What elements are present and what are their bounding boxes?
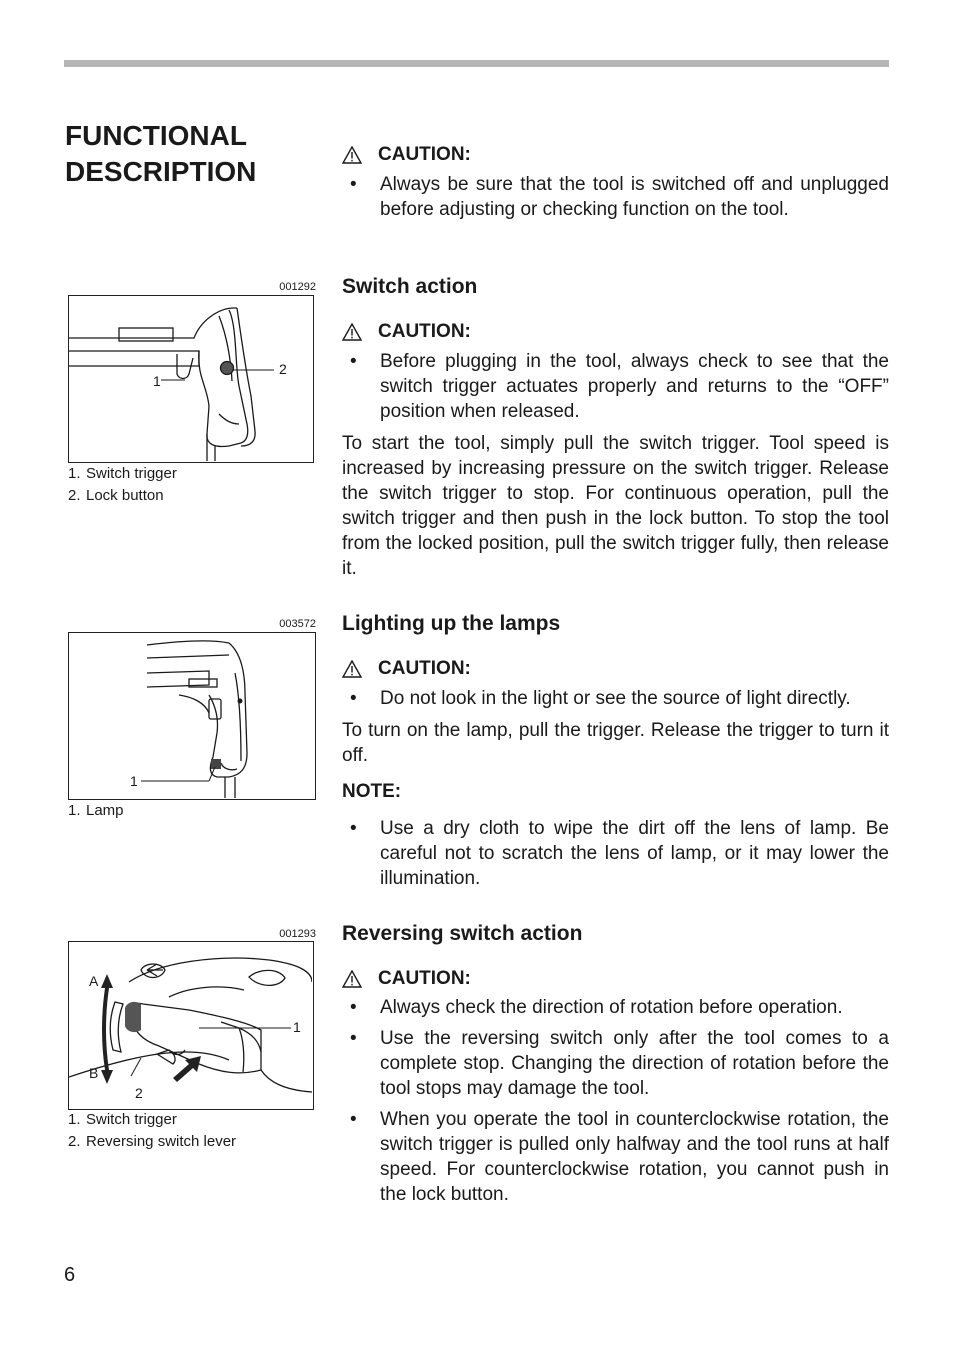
list-item: • Use a dry cloth to wipe the dirt off the lens of lamp. Be careful not to scratch the lens of lamp, or it may lower the illumination.	[342, 816, 889, 891]
section-title	[65, 118, 335, 190]
figure-switch-action	[68, 280, 316, 510]
intro-caution-block	[342, 143, 889, 222]
caution-label: CAUTION:	[378, 968, 471, 989]
figure-lamp	[68, 617, 316, 827]
title-line-1: FUNCTIONAL	[65, 120, 247, 151]
caution-label: CAUTION:	[378, 658, 471, 679]
lamps-note-bullets	[342, 816, 889, 891]
figure-code: 001292	[279, 281, 316, 293]
figure-illustration	[68, 941, 314, 1110]
drill-lamp-illustration	[69, 633, 314, 798]
reversing-bullets	[342, 995, 889, 1207]
caution-heading	[342, 320, 889, 344]
legend-item: 2. Lock button	[68, 487, 164, 504]
figure-code: 001293	[279, 928, 316, 940]
note-label: NOTE:	[342, 781, 402, 802]
lamps-heading: Lighting up the lamps	[342, 612, 561, 635]
figure-legend	[68, 800, 124, 822]
page-number: 6	[64, 1264, 76, 1286]
legend-item: 1. Lamp	[68, 802, 124, 819]
list-item: • Before plugging in the tool, always check to see that the switch trigger actuates properly and returns to the “OFF” position when released.	[342, 349, 889, 424]
warning-triangle-icon	[342, 970, 362, 988]
caution-label: CAUTION:	[378, 321, 471, 342]
caution-label: CAUTION:	[378, 144, 471, 165]
list-item: • Do not look in the light or see the source of light directly.	[342, 686, 889, 711]
warning-triangle-icon	[342, 323, 362, 341]
callout-1: 1	[293, 1019, 301, 1035]
figure-legend	[68, 1109, 236, 1153]
switch-action-paragraph: To start the tool, simply pull the switch trigger. Tool speed is increased by increasing pressure on the switch trigger. Release the switch trigger to stop. For continuous operation, pull the switch trigger and then push in the lock button. To stop the tool from the locked position, pull the switch trigger fully, then release it.	[342, 433, 889, 579]
callout-2: 2	[279, 361, 287, 377]
figure-code: 003572	[279, 618, 316, 630]
caution-heading	[342, 657, 889, 681]
callout-b: B	[89, 1065, 99, 1081]
title-line-2: DESCRIPTION	[65, 156, 257, 187]
lamps-paragraph: To turn on the lamp, pull the trigger. Release the trigger to turn it off.	[342, 720, 889, 766]
switch-action-heading: Switch action	[342, 275, 478, 298]
callout-1: 1	[130, 773, 138, 789]
legend-item: 2. Reversing switch lever	[68, 1133, 237, 1150]
list-item: • Always check the direction of rotation before operation.	[342, 995, 889, 1020]
warning-triangle-icon	[342, 660, 362, 678]
lamps-section	[342, 611, 889, 891]
list-item: • Use the reversing switch only after the tool comes to a complete stop. Changing the direction of rotation before the tool stops may damage the tool.	[342, 1026, 889, 1101]
caution-heading	[342, 967, 889, 991]
figure-reversing-switch	[68, 927, 316, 1157]
switch-action-section	[342, 274, 889, 581]
intro-bullet-list	[342, 172, 889, 222]
reversing-heading: Reversing switch action	[342, 922, 583, 945]
lamps-bullets	[342, 686, 889, 711]
callout-a: A	[89, 973, 99, 989]
reversing-section	[342, 921, 889, 1207]
top-rule	[64, 60, 889, 67]
list-item: • When you operate the tool in counterclockwise rotation, the switch trigger is pulled only halfway and the tool runs at half speed. For counterclockwise rotation, you cannot push in the lock button.	[342, 1107, 889, 1207]
figure-legend	[68, 463, 177, 507]
list-item: • Always be sure that the tool is switched off and unplugged before adjusting or checking function on the tool.	[342, 172, 889, 222]
reversing-switch-illustration	[69, 942, 312, 1108]
legend-item: 1. Switch trigger	[68, 1111, 177, 1128]
figure-illustration	[68, 632, 316, 800]
caution-heading	[342, 143, 889, 167]
switch-action-bullets	[342, 349, 889, 424]
drill-handle-illustration	[69, 296, 312, 461]
callout-2: 2	[135, 1085, 143, 1101]
warning-triangle-icon	[342, 146, 362, 164]
callout-1: 1	[153, 373, 161, 389]
figure-illustration	[68, 295, 314, 463]
legend-item: 1. Switch trigger	[68, 465, 177, 482]
